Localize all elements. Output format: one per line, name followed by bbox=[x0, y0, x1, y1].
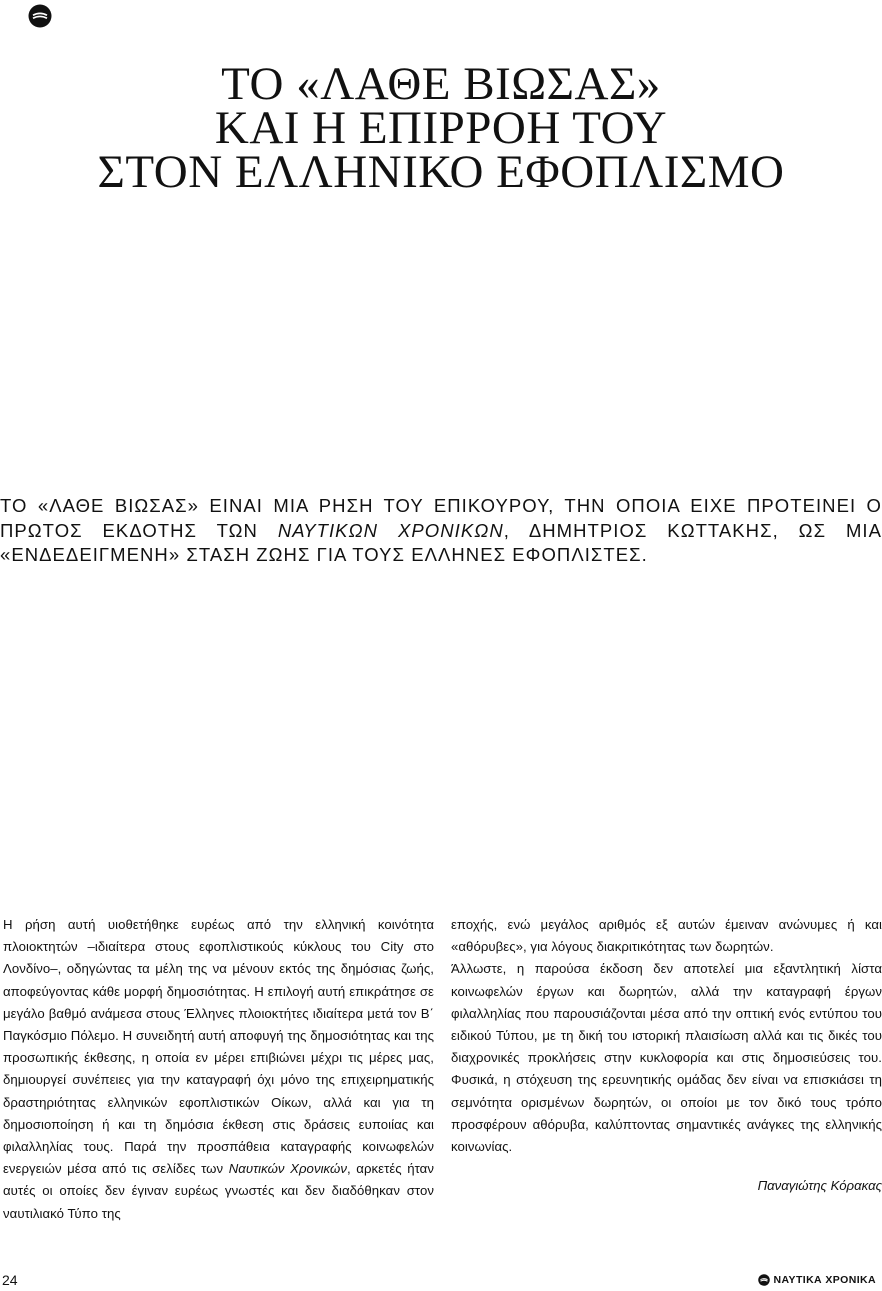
body-publication-name: Ναυτικών Χρονικών bbox=[228, 1161, 348, 1177]
title-line-1: ΤΟ «ΛΑΘΕ ΒΙΩΣΑΣ» bbox=[221, 58, 661, 110]
lead-text-end: , ΔΗΜΗΤΡΙΟΣ ΚΩΤΤΑΚΗΣ, ΩΣ ΜΙΑ «ΕΝΔΕΔΕΙΓΜΕΝΗ» ΣΤΑΣΗ ΖΩΗΣ ΓΙΑ ΤΟΥΣ ΕΛΛΗΝΕΣ ΕΦΟΠΛΙΣΤΕΣ. bbox=[0, 519, 882, 565]
body-right-paragraph-2: Άλλωστε, η παρούσα έκδοση δεν αποτελεί μια εξαντλητική λίστα κοινωφελών έργων και δωρητών, αλλά την καταγραφή έργων φιλαλληλίας που παρουσιάζονται μέσα από την οπτική ενός εντύπου του ειδικού Τύπου, με τη δική του ιστορική πλαισίωση αλλά και τις δικές του διαχρονικές προκλήσεις στην κυκλοφορία και στις δημοσιεύσεις του. Φυσικά, η στόχευση της ερευνητικής ομάδας δεν είναι να επισκιάσει τη σεμνότητα ορισμένων δωρητών, οι οποίοι με τον δικό τους τρόπο προσφέρουν αθόρυβα, καλύπτοντας σημαντικές ανάγκες της ελληνικής κοινωνίας. bbox=[451, 961, 882, 1155]
magazine-logo-icon bbox=[28, 4, 52, 28]
article-title bbox=[0, 58, 882, 198]
body-column-left bbox=[3, 914, 434, 1225]
lead-paragraph bbox=[0, 494, 882, 568]
footer-brand bbox=[758, 1274, 876, 1286]
body-right-paragraph-1: εποχής, ενώ μεγάλος αριθμός εξ αυτών έμειναν ανώνυμες ή και «αθόρυβες», για λόγους διακριτικότητας των δωρητών. bbox=[451, 917, 882, 955]
page-number: 24 bbox=[2, 1272, 18, 1288]
body-left-text-end: , αρκετές ήταν αυτές οι οποίες δεν έγιναν ευρέως γνωστές και δεν διαδόθηκαν στον ναυτιλιακό Τύπο της bbox=[3, 1161, 434, 1221]
footer-brand-name: ΝΑΥΤΙΚΑ ΧΡΟΝΙΚΑ bbox=[773, 1274, 876, 1286]
author-signature: Παναγιώτης Κόρακας bbox=[757, 1178, 882, 1193]
body-column-right bbox=[451, 914, 882, 1158]
body-left-text-start: Η ρήση αυτή υιοθετήθηκε ευρέως από την ελληνική κοινότητα πλοιοκτητών –ιδιαίτερα στους εφοπλιστικούς κύκλους του City στο Λονδίνο–, οδηγώντας τα μέλη της να μένουν εκτός της δημόσιας ζωής, αποφεύγοντας κάθε μορφή δημοσιότητας. Η επιλογή αυτή επικράτησε σε μεγάλο βαθμό ανάμεσα στους Έλληνες πλοιοκτήτες ιδιαίτερα μετά τον Β΄ Παγκόσμιο Πόλεμο. Η συνειδητή αυτή αποφυγή της δημοσιότητας και της προσωπικής έκθεσης, η οποία εν μέρει επιβιώνει μέχρι τις μέρες μας, δημιουργεί συνέπειες για την καταγραφή όχι μόνο της επιχειρηματικής δραστηριότητας ελληνικών εφοπλιστικών Οίκων, αλλά και για τη δημοσιοποίηση ή και τη δημόσια έκθεση στις δράσεις ευποιίας και φιλαλληλίας τους. Παρά την προσπάθεια καταγραφής κοινωφελών ενεργειών μέσα από τις σελίδες των bbox=[3, 917, 434, 1177]
magazine-logo-icon bbox=[758, 1274, 770, 1286]
lead-publication-name: ΝΑΥΤΙΚΩΝ ΧΡΟΝΙΚΩΝ bbox=[277, 519, 504, 541]
title-line-3: ΣΤΟΝ ΕΛΛΗΝΙΚΟ ΕΦΟΠΛΙΣΜΟ bbox=[97, 146, 785, 198]
lead-text-start: ΤΟ «ΛΑΘΕ ΒΙΩΣΑΣ» ΕΙΝΑΙ ΜΙΑ ΡΗΣΗ ΤΟΥ ΕΠΙΚΟΥΡΟΥ, ΤΗΝ ΟΠΟΙΑ ΕΙΧΕ ΠΡΟΤΕΙΝΕΙ Ο ΠΡΩΤΟΣ ΕΚΔΟΤΗΣ ΤΩΝ bbox=[0, 495, 882, 541]
title-line-2: ΚΑΙ Η ΕΠΙΡΡΟΗ ΤΟΥ bbox=[214, 102, 668, 154]
